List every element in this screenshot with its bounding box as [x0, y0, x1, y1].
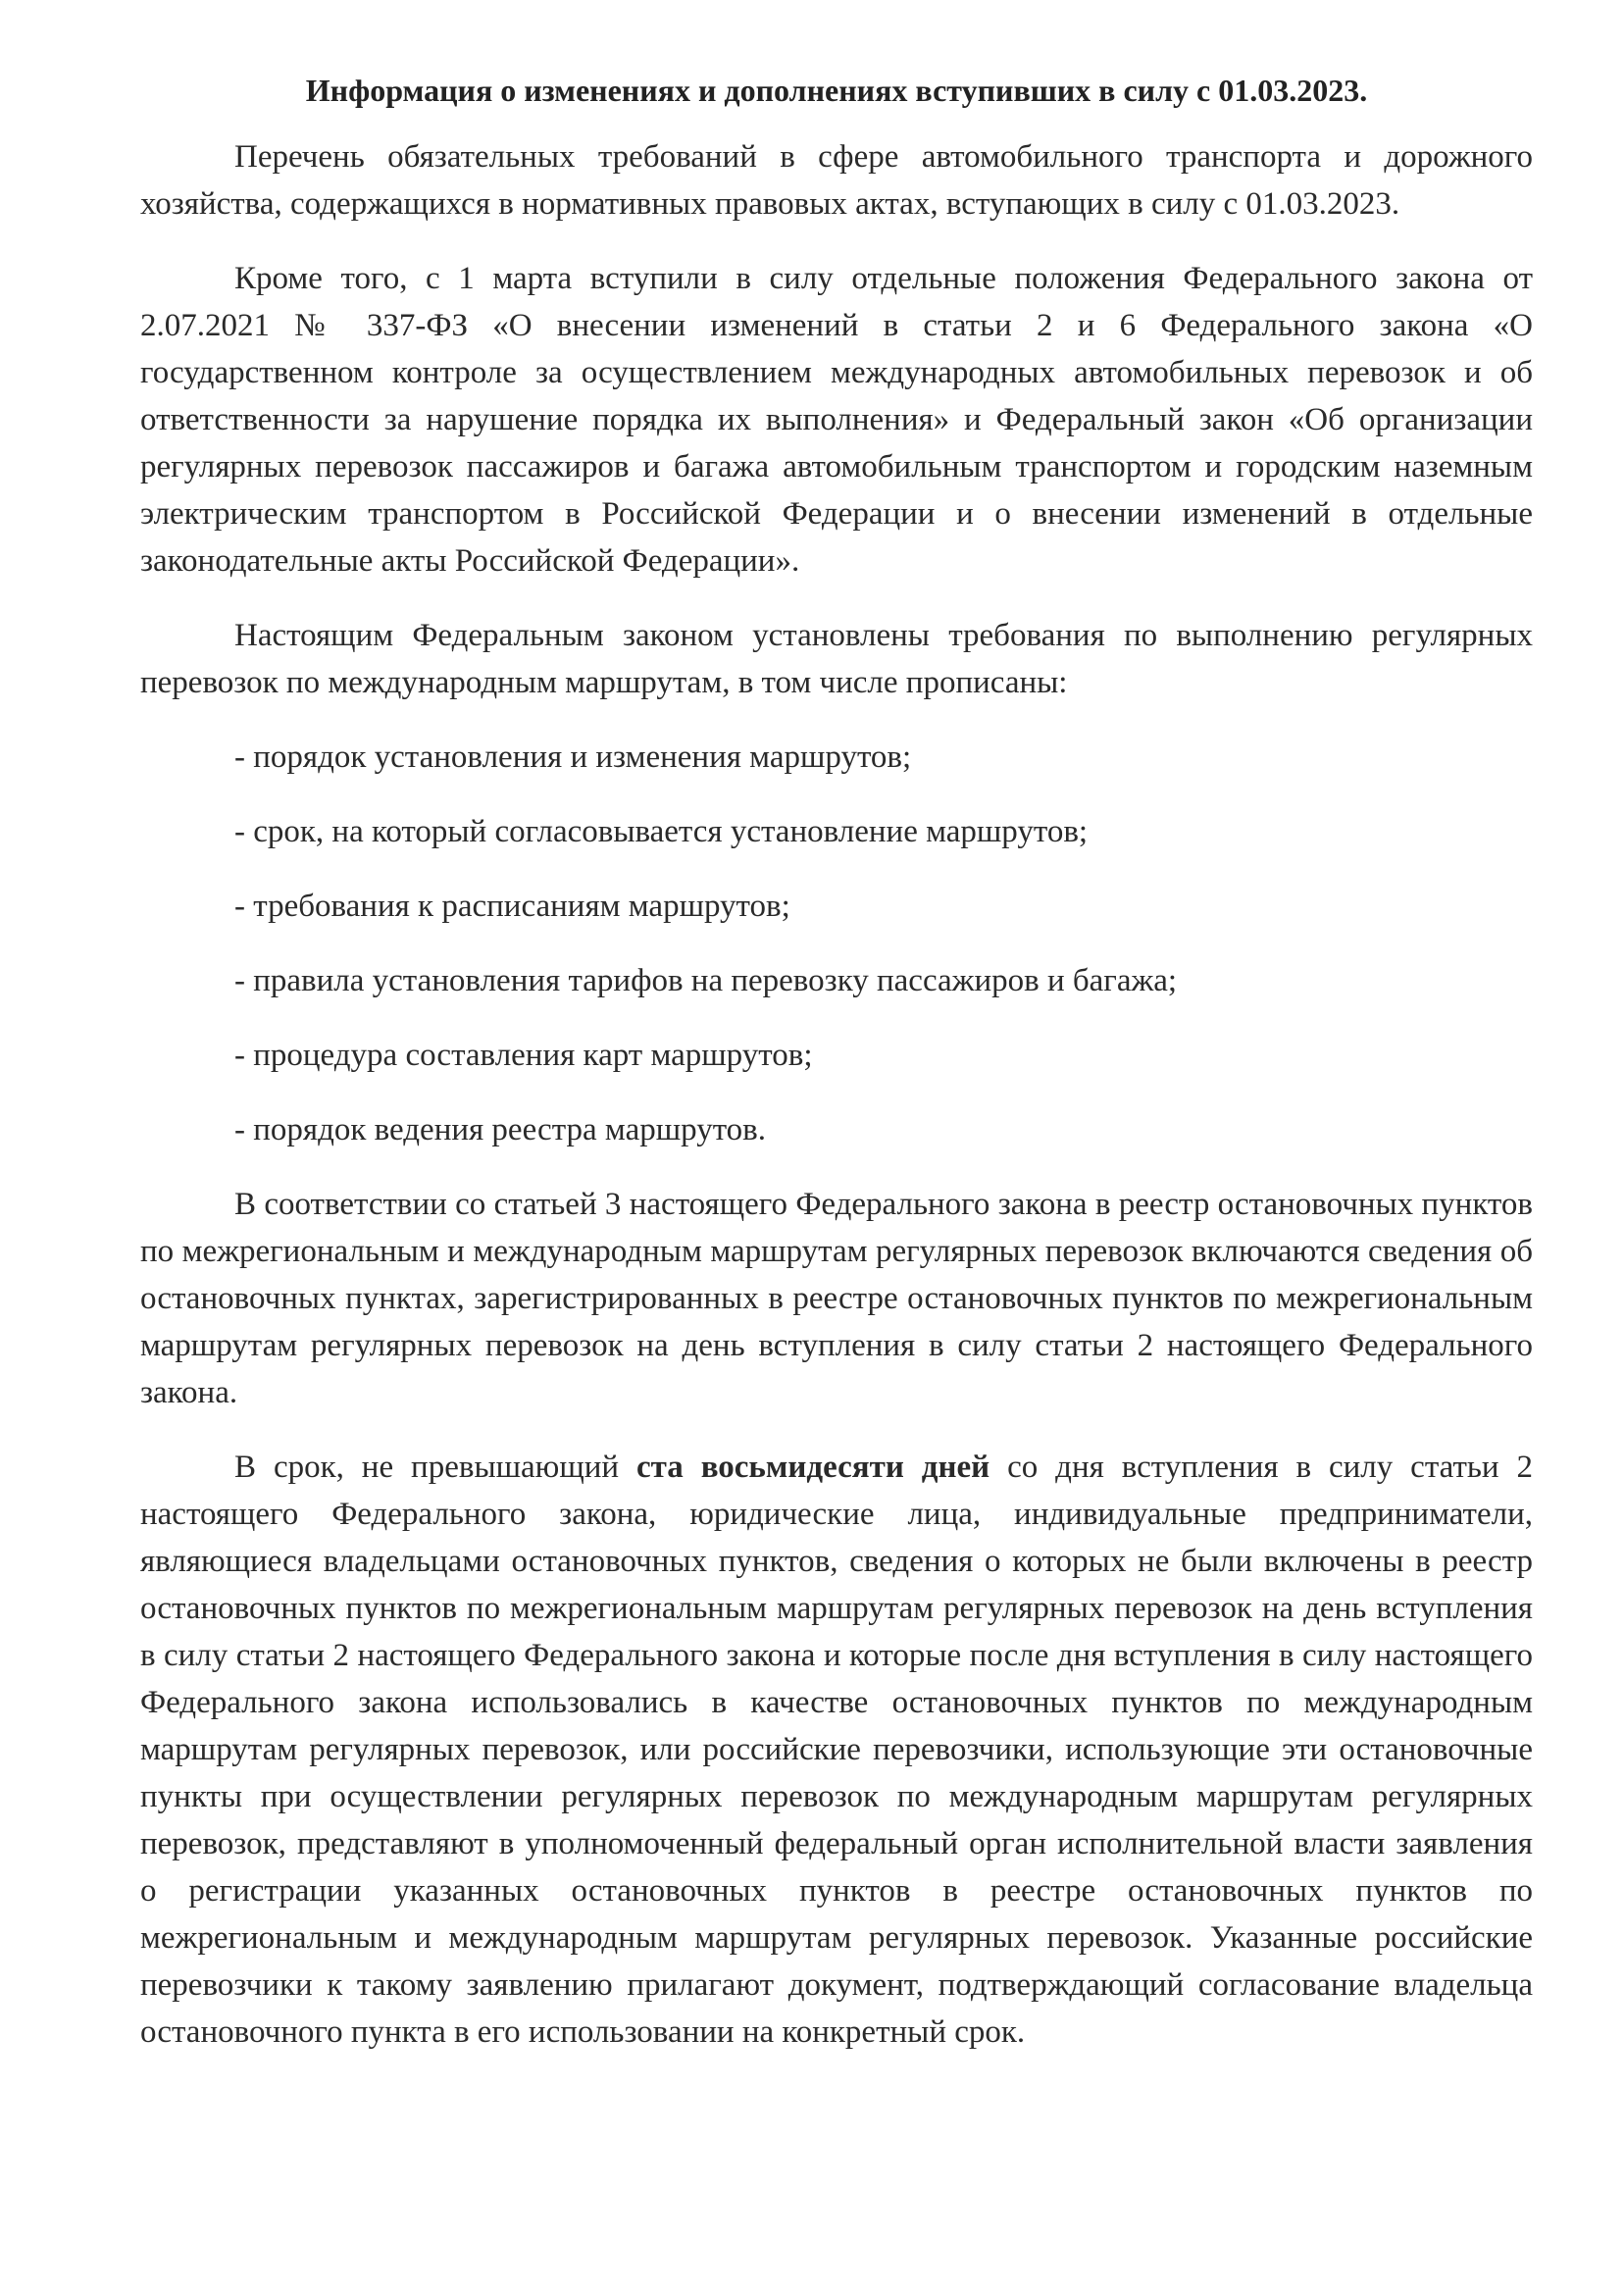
list-item: - правила установления тарифов на перевозку пассажиров и багажа; — [234, 963, 1178, 998]
paragraph-article-3: В соответствии со статьей 3 настоящего Федерального закона в реестр остановочных пунктов по межрегиональным и международным маршрутам регулярных перевозок включаются сведения об остановочных пунктах, зарегистрированных в реестре остановочных пунктов по межрегиональным маршрутам регулярных перевозок на день вступления в силу статьи 2 настоящего Федерального закона. — [140, 1187, 1533, 1410]
list-item: - порядок ведения реестра маршрутов. — [234, 1112, 767, 1147]
term-text-before: В срок, не превышающий — [234, 1450, 636, 1485]
list-item: - порядок установления и изменения маршрутов; — [234, 739, 912, 775]
paragraph-law: Кроме того, с 1 марта вступили в силу отдельные положения Федерального закона от 2.07.2021 № 337-ФЗ «О внесении изменений в статьи 2 и 6 Федерального закона «О государственном контроле за осуществлением международных автомобильных перевозок и об ответственности за нарушение порядка их выполнения» и Федеральный закон «Об организации регулярных перевозок пассажиров и багажа автомобильным транспортом и городским наземным электрическим транспортом в Российской Федерации и о внесении изменений в отдельные законодательные акты Российской Федерации». — [140, 261, 1533, 579]
list-item: - требования к расписаниям маршрутов; — [234, 889, 790, 924]
document-title: Информация о изменениях и дополнениях вступивших в силу с 01.03.2023. — [305, 73, 1368, 108]
list-item: - процедура составления карт маршрутов; — [234, 1038, 813, 1073]
term-text-bold: ста восьмидесяти дней — [636, 1450, 990, 1485]
list-item: - срок, на который согласовывается установление маршрутов; — [234, 814, 1089, 849]
document-body — [140, 67, 1533, 2056]
term-text-after: со дня вступления в силу статьи 2 настоящего Федерального закона, юридические лица, индивидуальные предприниматели, являющиеся владельцами остановочных пунктов, сведения о которых не были включены в реестр остановочных пунктов по межрегиональным маршрутам регулярных перевозок на день вступления в силу статьи 2 настоящего Федерального закона и которые после дня вступления в силу настоящего Федерального закона использовались в качестве остановочных пунктов по международным маршрутам регулярных перевозок, или российские перевозчики, использующие эти остановочные пункты при осуществлении регулярных перевозок по международным маршрутам регулярных перевозок, представляют в уполномоченный федеральный орган исполнительной власти заявления о регистрации указанных остановочных пунктов в реестре остановочных пунктов по межрегиональным и международным маршрутам регулярных перевозок. Указанные российские перевозчики к такому заявлению прилагают документ, подтверждающий согласование владельца остановочного пункта в его использовании на конкретный срок. — [140, 1450, 1534, 2050]
paragraph-requirements: Настоящим Федеральным законом установлены требования по выполнению регулярных перевозок по международным маршрутам, в том числе прописаны: — [140, 618, 1533, 700]
requirements-list — [140, 734, 1533, 1153]
paragraph-intro: Перечень обязательных требований в сфере автомобильного транспорта и дорожного хозяйства, содержащихся в нормативных правовых актах, вступающих в силу с 01.03.2023. — [140, 139, 1533, 222]
paragraph-term — [140, 1444, 1533, 2056]
